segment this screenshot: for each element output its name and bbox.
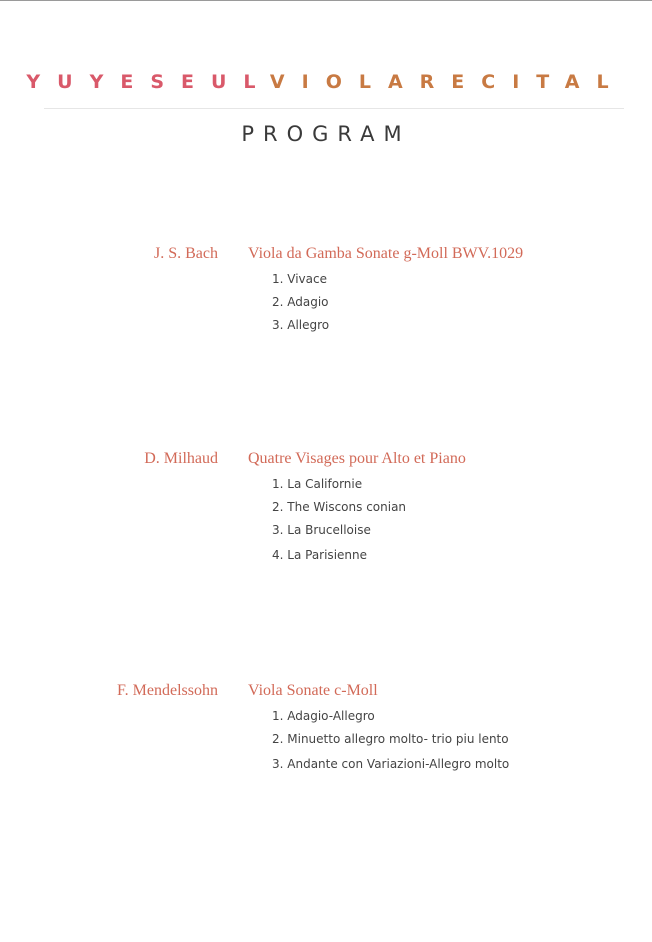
composer-name: J. S. Bach (154, 245, 218, 262)
movement-item: 2. Minuetto allegro molto- trio piu lento (272, 732, 509, 746)
composer-name: F. Mendelssohn (117, 682, 218, 699)
movement-list (272, 268, 329, 337)
work-title: Quatre Visages pour Alto et Piano (248, 450, 466, 467)
movement-list (272, 705, 509, 776)
title-event: VIOLARECITAL (269, 71, 626, 93)
movement-item: 1. Adagio-Allegro (272, 709, 375, 723)
movement-item: 2. Adagio (272, 295, 329, 309)
movement-item: 3. Allegro (272, 318, 330, 332)
top-border (0, 0, 652, 1)
movement-item: 1. La Californie (272, 477, 363, 491)
work-title: Viola Sonate c-Moll (248, 682, 378, 699)
movement-item: 4. La Parisienne (272, 548, 367, 562)
header-divider (44, 108, 624, 109)
movement-item: 1. Vivace (272, 272, 327, 286)
recital-title (0, 70, 652, 94)
title-performer: YUYESEUL (26, 71, 270, 93)
movement-list (272, 473, 406, 567)
movement-item: 3. La Brucelloise (272, 523, 371, 537)
work-title: Viola da Gamba Sonate g-Moll BWV.1029 (248, 245, 524, 262)
movement-item: 2. The Wiscons conian (272, 500, 407, 514)
movement-item: 3. Andante con Variazioni-Allegro molto (272, 757, 510, 771)
composer-name: D. Milhaud (144, 450, 218, 467)
program-heading: PROGRAM (241, 122, 411, 146)
